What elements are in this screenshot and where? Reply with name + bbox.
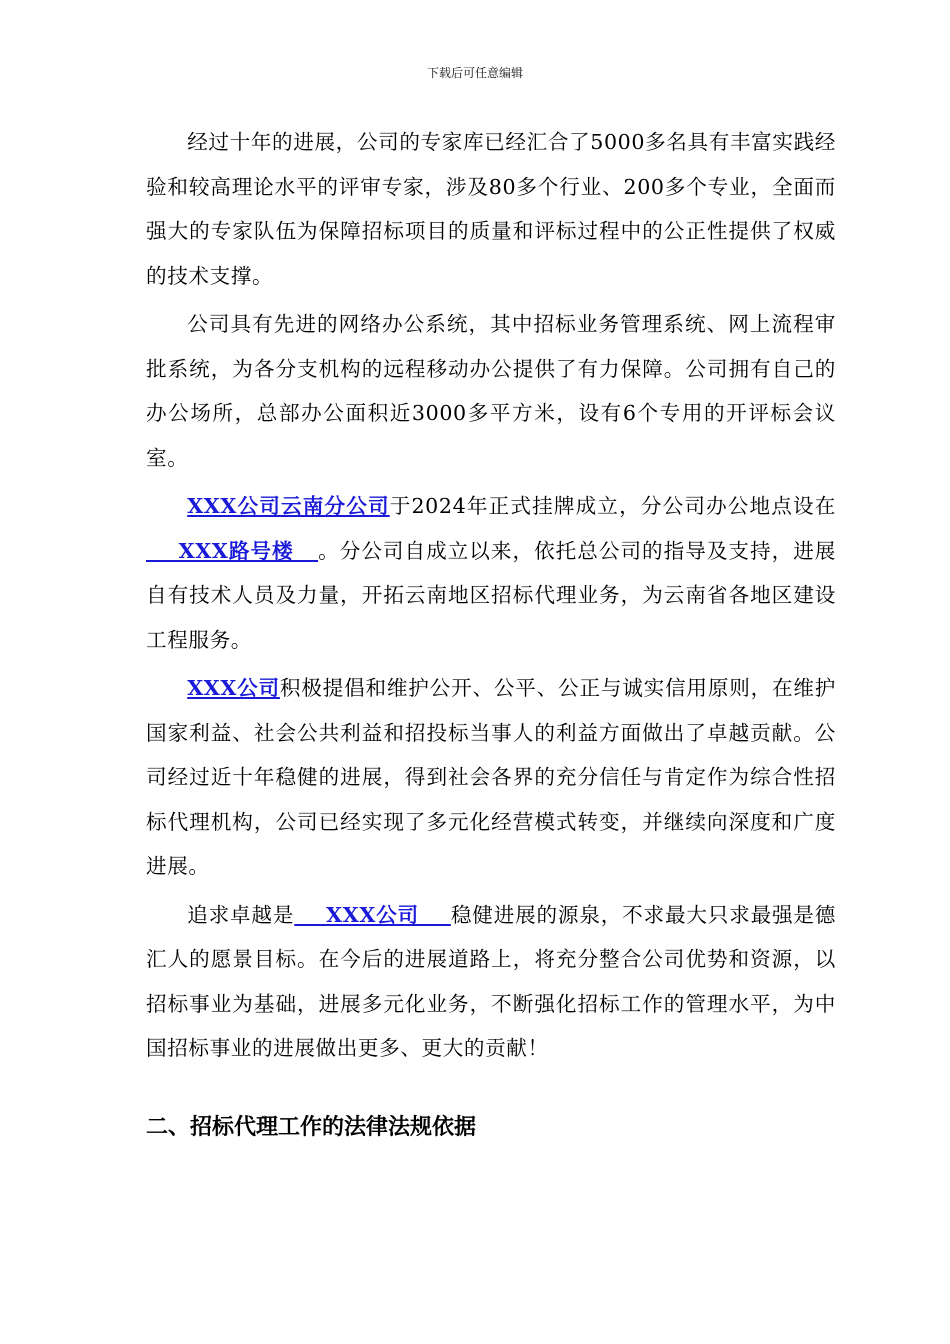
paragraph-text: 于2024年正式挂牌成立，分公司办公地点设在 — [389, 494, 836, 518]
section-heading: 二、招标代理工作的法律法规依据 — [146, 1115, 477, 1140]
paragraph-text: 。分公司自成立以来，依托总公司的指导及支持，进展自有技术人员及力量，开拓云南地区招标代理业务，为云南省各地区建设工程服务。 — [146, 538, 836, 652]
document-body — [146, 120, 836, 1075]
paragraph-text: 积极提倡和维护公开、公平、公正与诚实信用原则，在维护国家利益、社会公共利益和招投标当事人的利益方面做出了卓越贡献。公司经过近十年稳健的进展，得到社会各界的充分信任与肯定作为综合性招标代理机构，公司已经实现了多元化经营模式转变，并继续向深度和广度进展。 — [146, 676, 836, 878]
address-link[interactable]: XXX路号楼 — [146, 538, 319, 563]
company-branch-link[interactable]: XXX公司云南分公司 — [187, 494, 390, 518]
paragraph-vision — [146, 893, 836, 1071]
company-link[interactable]: XXX公司 — [294, 902, 451, 927]
paragraph-principles — [146, 666, 836, 889]
paragraph-text: 稳健进展的源泉，不求最大只求最强是德汇人的愿景目标。在今后的进展道路上，将充分整合公司优势和资源，以招标事业为基础，进展多元化业务，不断强化招标工作的管理水平，为中国招标事业的进展做出更多、更大的贡献！ — [146, 902, 836, 1060]
paragraph-expert-pool: 经过十年的进展，公司的专家库已经汇合了5000多名具有丰富实践经验和较高理论水平的评审专家，涉及80多个行业、200多个专业，全面而强大的专家队伍为保障招标项目的质量和评标过程中的公正性提供了权威的技术支撑。 — [146, 130, 836, 288]
company-link[interactable]: XXX公司 — [187, 676, 280, 700]
page-header: 下载后可任意编辑 — [426, 66, 523, 80]
paragraph-office-system: 公司具有先进的网络办公系统，其中招标业务管理系统、网上流程审批系统，为各分支机构的远程移动办公提供了有力保障。公司拥有自己的办公场所，总部办公面积近3000多平方米，设有6个专用的开评标会议室。 — [146, 312, 836, 470]
paragraph-yunnan-branch — [146, 484, 836, 662]
paragraph-text: 追求卓越是 — [187, 902, 295, 927]
